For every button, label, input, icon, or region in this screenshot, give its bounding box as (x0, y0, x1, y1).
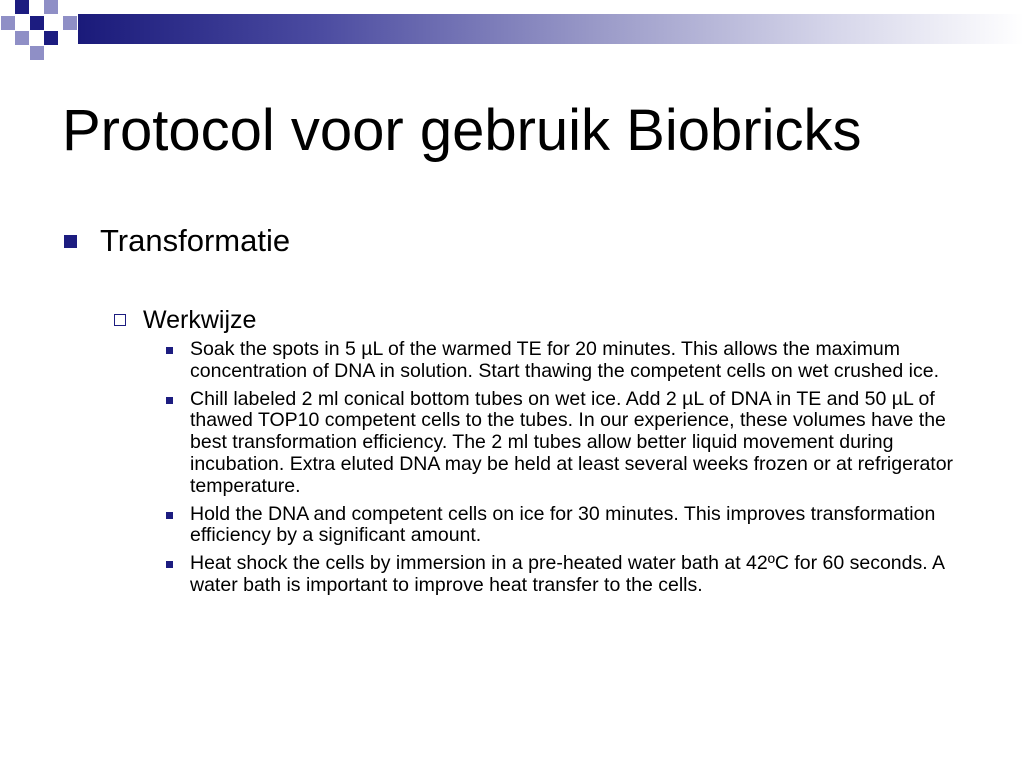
list-item-text: Chill labeled 2 ml conical bottom tubes on wet ice. Add 2 µL of DNA in TE and 50 µL of thawed TOP10 competent cells to the tubes. In our experience, these volumes have the best transformation efficiency. The 2 ml tubes allow better liquid movement during incubation. Extra eluted DNA may be held at least several weeks frozen or at refrigerator temperature. (190, 387, 954, 497)
list-item (165, 339, 965, 383)
deco-square (30, 16, 44, 30)
list-item (165, 553, 965, 597)
small-filled-square-bullet-icon (166, 397, 173, 404)
bullet-level1 (64, 220, 290, 262)
list-item (165, 504, 965, 548)
deco-square (44, 31, 58, 45)
small-filled-square-bullet-icon (166, 561, 173, 568)
bullet-level3-list (165, 339, 965, 603)
deco-square (63, 16, 77, 30)
list-item-text: Soak the spots in 5 µL of the warmed TE for 20 minutes. This allows the maximum concentration of DNA in solution. Start thawing the competent cells on wet crushed ice. (190, 338, 939, 382)
header-decoration (0, 0, 1024, 70)
filled-square-bullet-icon (64, 235, 77, 248)
list-item-text: Heat shock the cells by immersion in a pre-heated water bath at 42ºC for 60 seconds. A water bath is important to improve heat transfer to the cells. (190, 552, 944, 596)
deco-square (15, 0, 29, 14)
bullet-level2 (114, 303, 256, 337)
list-item-text: Hold the DNA and competent cells on ice for 30 minutes. This improves transformation efficiency by a significant amount. (190, 502, 936, 547)
deco-square (30, 46, 44, 60)
small-filled-square-bullet-icon (166, 512, 173, 519)
deco-square (15, 31, 29, 45)
small-filled-square-bullet-icon (166, 347, 173, 354)
list-item (165, 389, 965, 498)
bullet-level2-text: Werkwijze (143, 306, 257, 334)
hollow-square-bullet-icon (114, 314, 126, 326)
header-gradient-bar (78, 14, 1024, 44)
deco-square (44, 0, 58, 14)
slide-title: Protocol voor gebruik Biobricks (62, 98, 862, 163)
deco-square (1, 16, 15, 30)
bullet-level1-text: Transformatie (100, 223, 291, 258)
